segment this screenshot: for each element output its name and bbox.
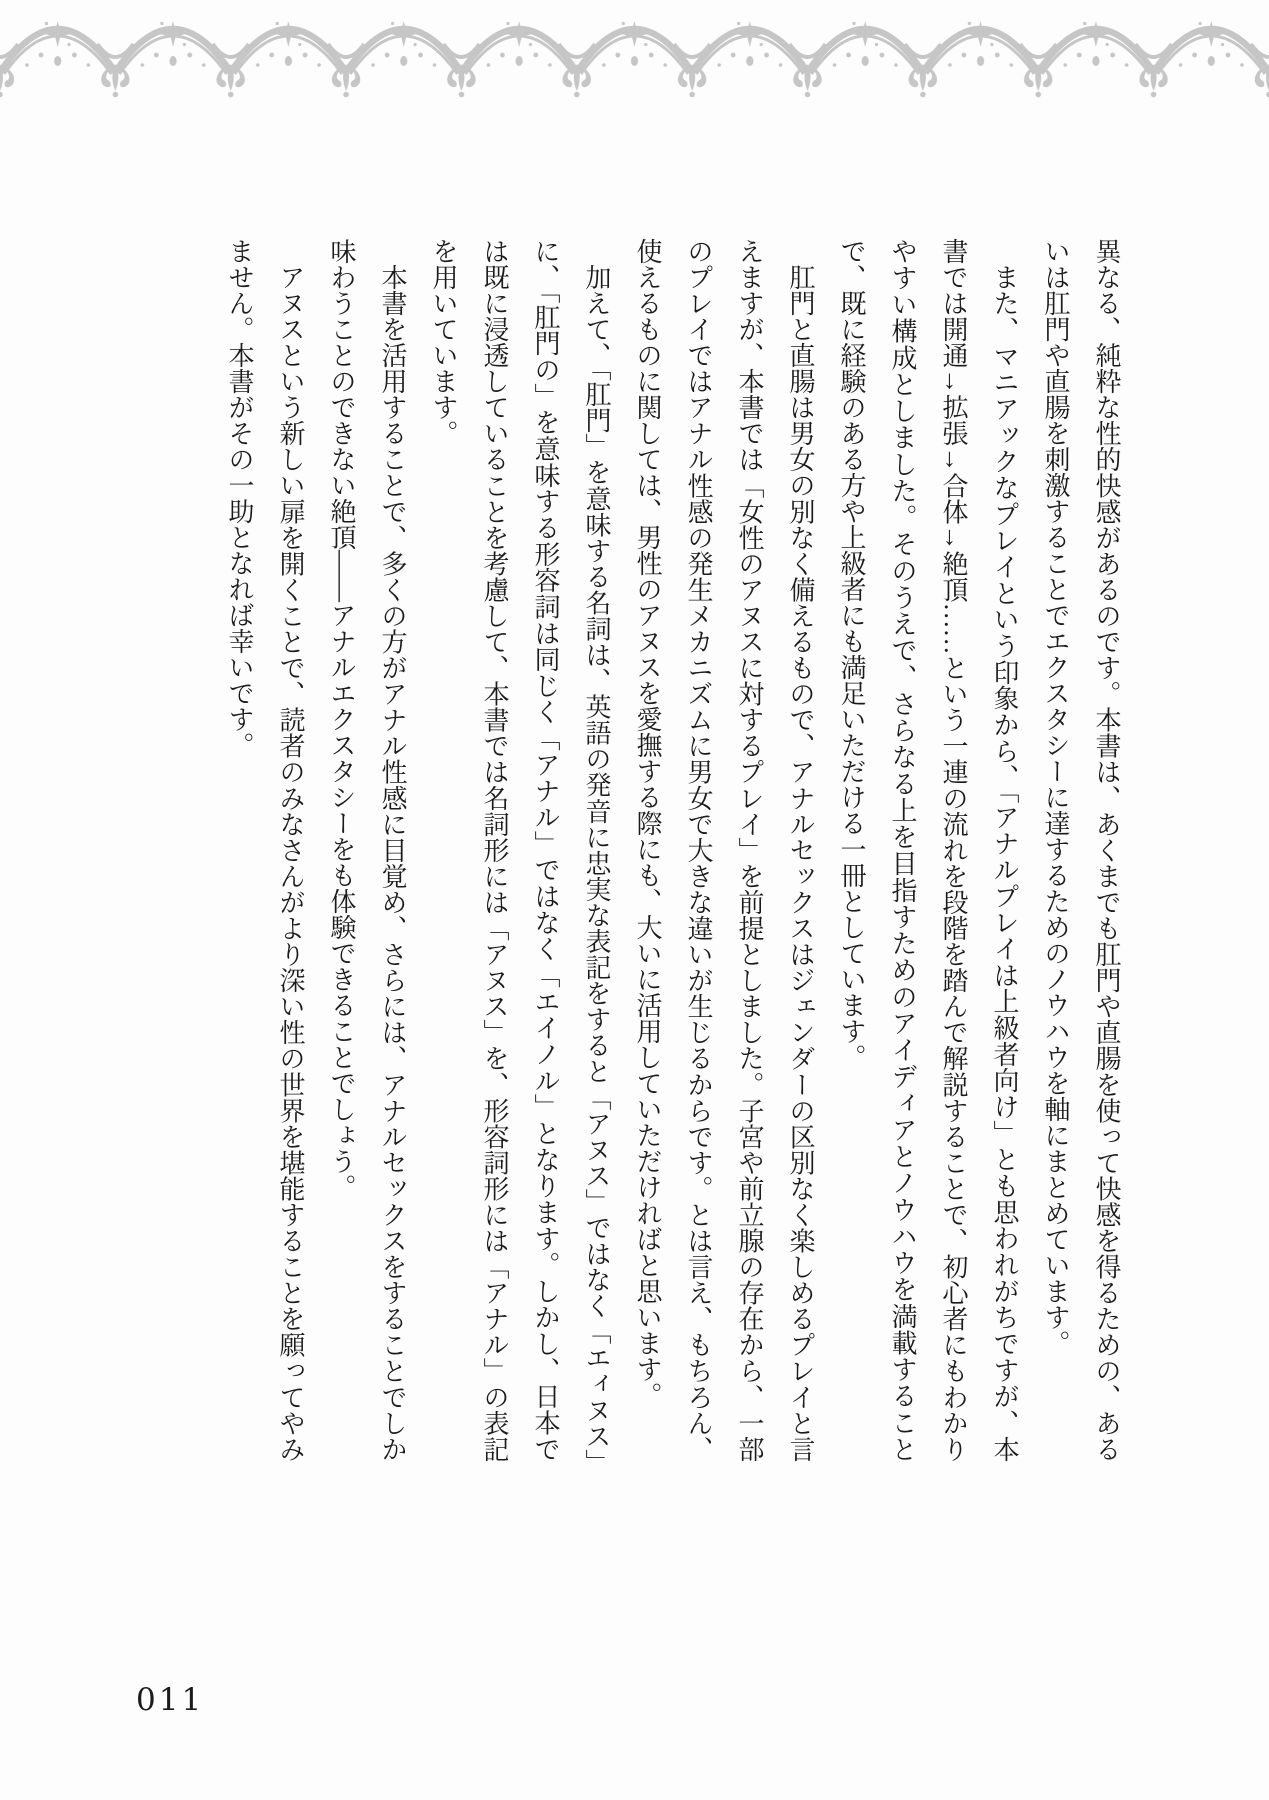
paragraph-4: 加えて、「肛門」を意味する名詞は、英語の発音に忠実な表記をすると「アヌス」ではなく「エィヌス」に、「肛門の」を意味する形容詞は同じく「アナル」ではなく「エイノル」となります。しかし、日本では既に浸透していることを考慮して、本書では名詞形には「アヌス」を、形容詞形には「アナル」の表記を用いています。 <box>429 238 611 1462</box>
body-text <box>214 238 1132 1462</box>
paragraph-1: 異なる、純粋な性的快感があるのです。本書は、あくまでも肛門や直腸を使って快感を得るための、あるいは肛門や直腸を刺激することでエクスタシーに達するためのノウハウを軸にまとめています。 <box>1041 238 1121 1462</box>
paragraph-5: 本書を活用することで、多くの方がアナル性感に目覚め、さらには、アナルセックスをすることでしか味わうことのできない絶頂——アナルエクスタシーをも体験できることでしょう。 <box>327 238 407 1462</box>
paragraph-2: また、マニアックなプレイという印象から、「アナルプレイは上級者向け」とも思われがちですが、本書では開通→拡張→合体→絶頂……という一連の流れを段階を踏んで解説することで、初心者にもわかりやすい構成としました。そのうえで、さらなる上を目指すためのアイディアとノウハウを満載することで、既に経験のある方や上級者にも満足いただける一冊としています。 <box>837 238 1019 1462</box>
page-number: 011 <box>136 1682 205 1718</box>
paragraph-6: アヌスという新しい扉を開くことで、読者のみなさんがより深い性の世界を堪能することを願ってやみません。本書がその一助となれば幸いです。 <box>225 238 305 1462</box>
paragraph-3: 肛門と直腸は男女の別なく備えるもので、アナルセックスはジェンダーの区別なく楽しめるプレイと言えますが、本書では「女性のアヌスに対するプレイ」を前提としました。子宮や前立腺の存在から、一部のプレイではアナル性感の発生メカニズムに男女で大きな違いが生じるからです。とは言え、もちろん、使えるものに関しては、男性のアヌスを愛撫する際にも、大いに活用していただければと思います。 <box>633 238 815 1462</box>
lace-border-ornament-icon <box>0 8 1269 100</box>
